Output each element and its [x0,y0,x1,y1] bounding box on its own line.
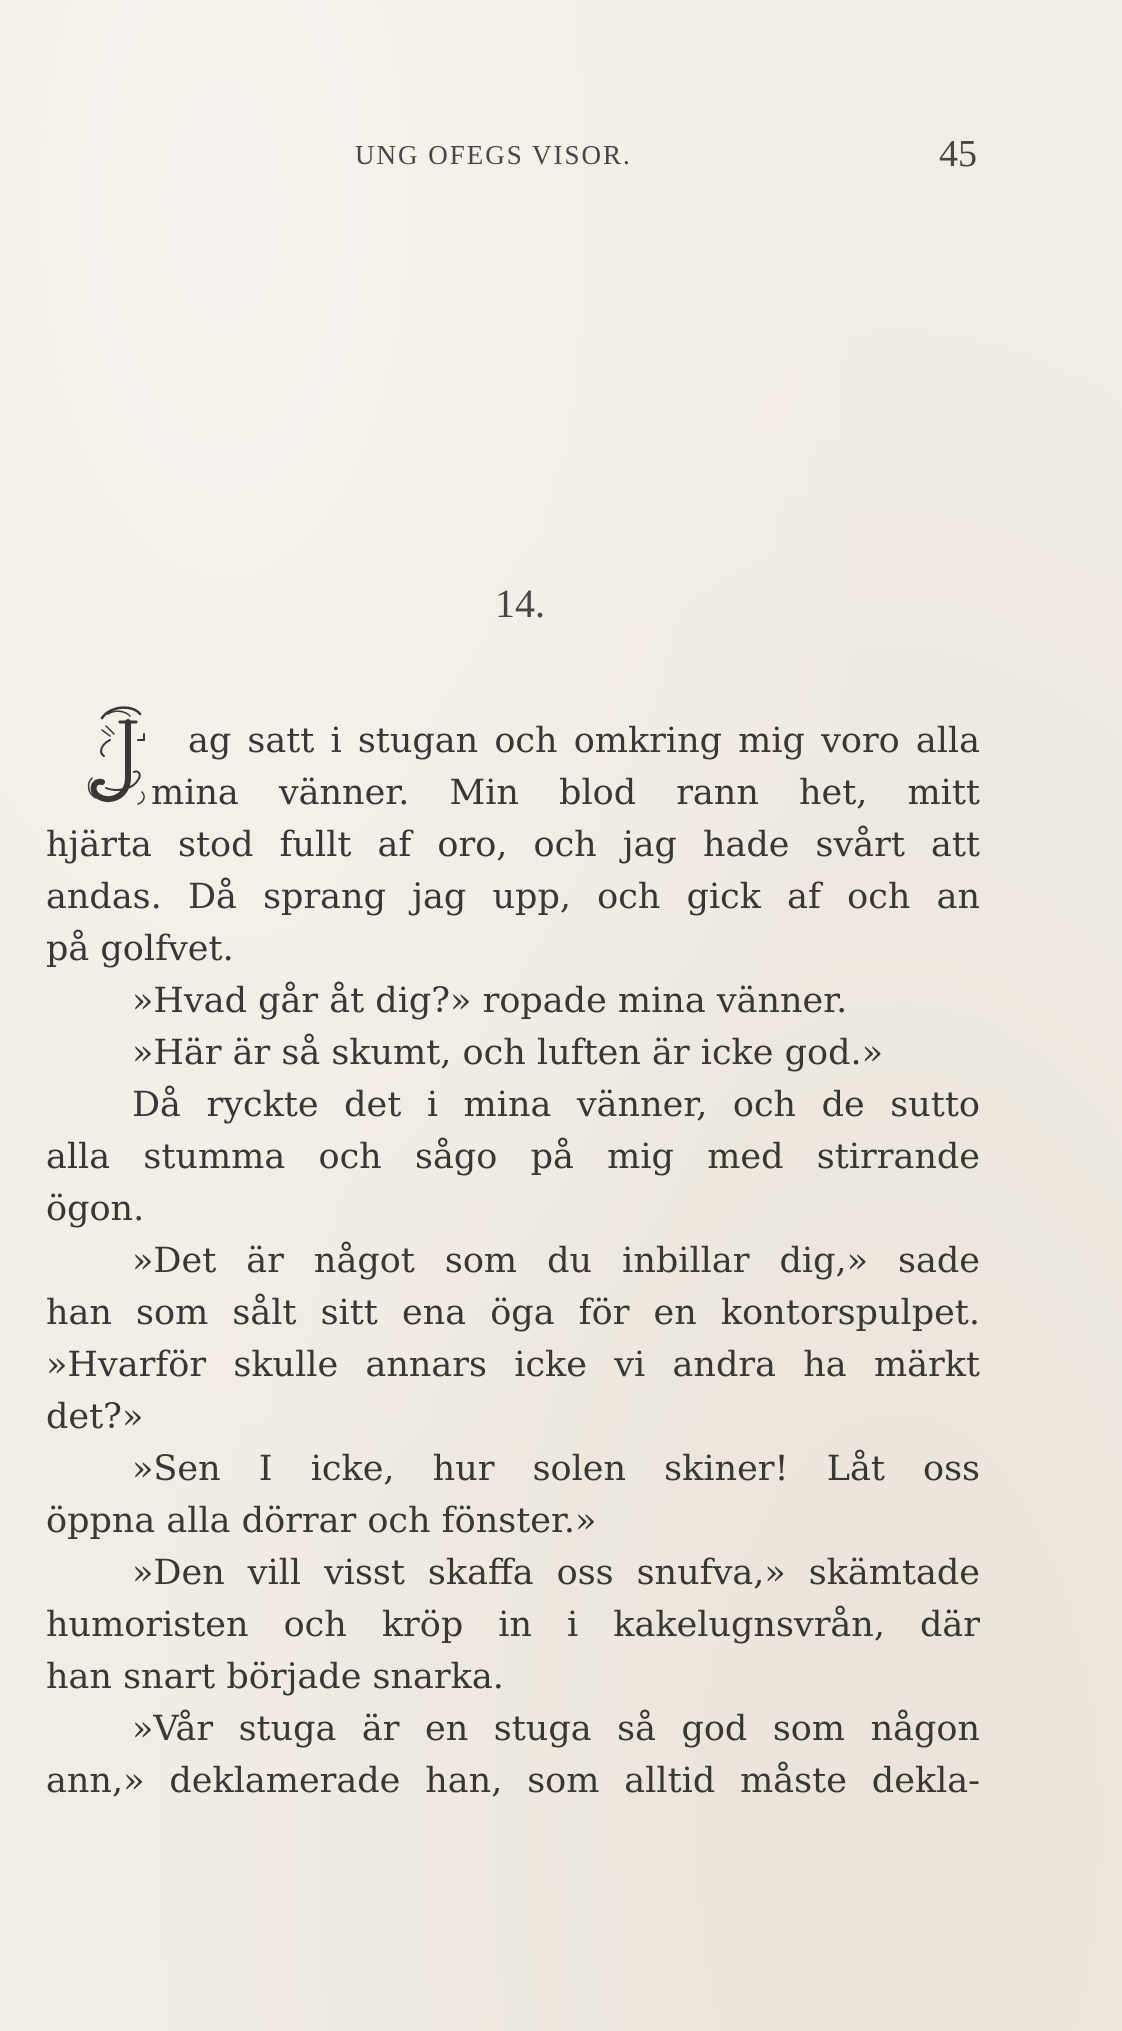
page-number: 45 [939,133,977,175]
text-line: »Vår stuga är en stuga så god som någon [132,1709,980,1749]
text-line: han som sålt sitt ena öga för en kontorspulpet. [46,1293,980,1333]
text-line: »Sen I icke, hur solen skiner! Låt oss [132,1449,980,1489]
text-line: »Här är så skumt, och luften är icke god.» [132,1033,884,1073]
text-line: »Hvad går åt dig?» ropade mina vänner. [132,981,848,1021]
text-line: ann,» deklamerade han, som alltid måste dekla- [46,1761,980,1801]
text-line: på golfvet. [46,929,234,969]
text-line: humoristen och kröp in i kakelugnsvrån, där [46,1605,980,1645]
text-line: »Hvarför skulle annars icke vi andra ha märkt [46,1345,980,1385]
chapter-number: 14. [495,581,545,626]
text-line: ag satt i stugan och omkring mig voro alla [188,721,980,761]
body-text [46,715,980,1807]
text-line: öppna alla dörrar och fönster.» [46,1501,597,1541]
running-head: UNG OFEGS VISOR. [355,140,632,170]
text-line: hjärta stod fullt af oro, och jag hade svårt att [46,825,980,865]
text-line: »Det är något som du inbillar dig,» sade [132,1241,980,1281]
text-line: alla stumma och sågo på mig med stirrande [46,1137,980,1177]
text-line: mina vänner. Min blod rann het, mitt [151,773,980,813]
ornamental-initial-icon [80,700,175,815]
text-line: det?» [46,1397,144,1437]
text-line: han snart började snarka. [46,1657,504,1697]
text-line: andas. Då sprang jag upp, och gick af och an [46,877,980,917]
text-line: Då ryckte det i mina vänner, och de sutto [132,1085,980,1125]
text-line: ögon. [46,1189,145,1229]
text-line: »Den vill visst skaffa oss snufva,» skämtade [132,1553,980,1593]
